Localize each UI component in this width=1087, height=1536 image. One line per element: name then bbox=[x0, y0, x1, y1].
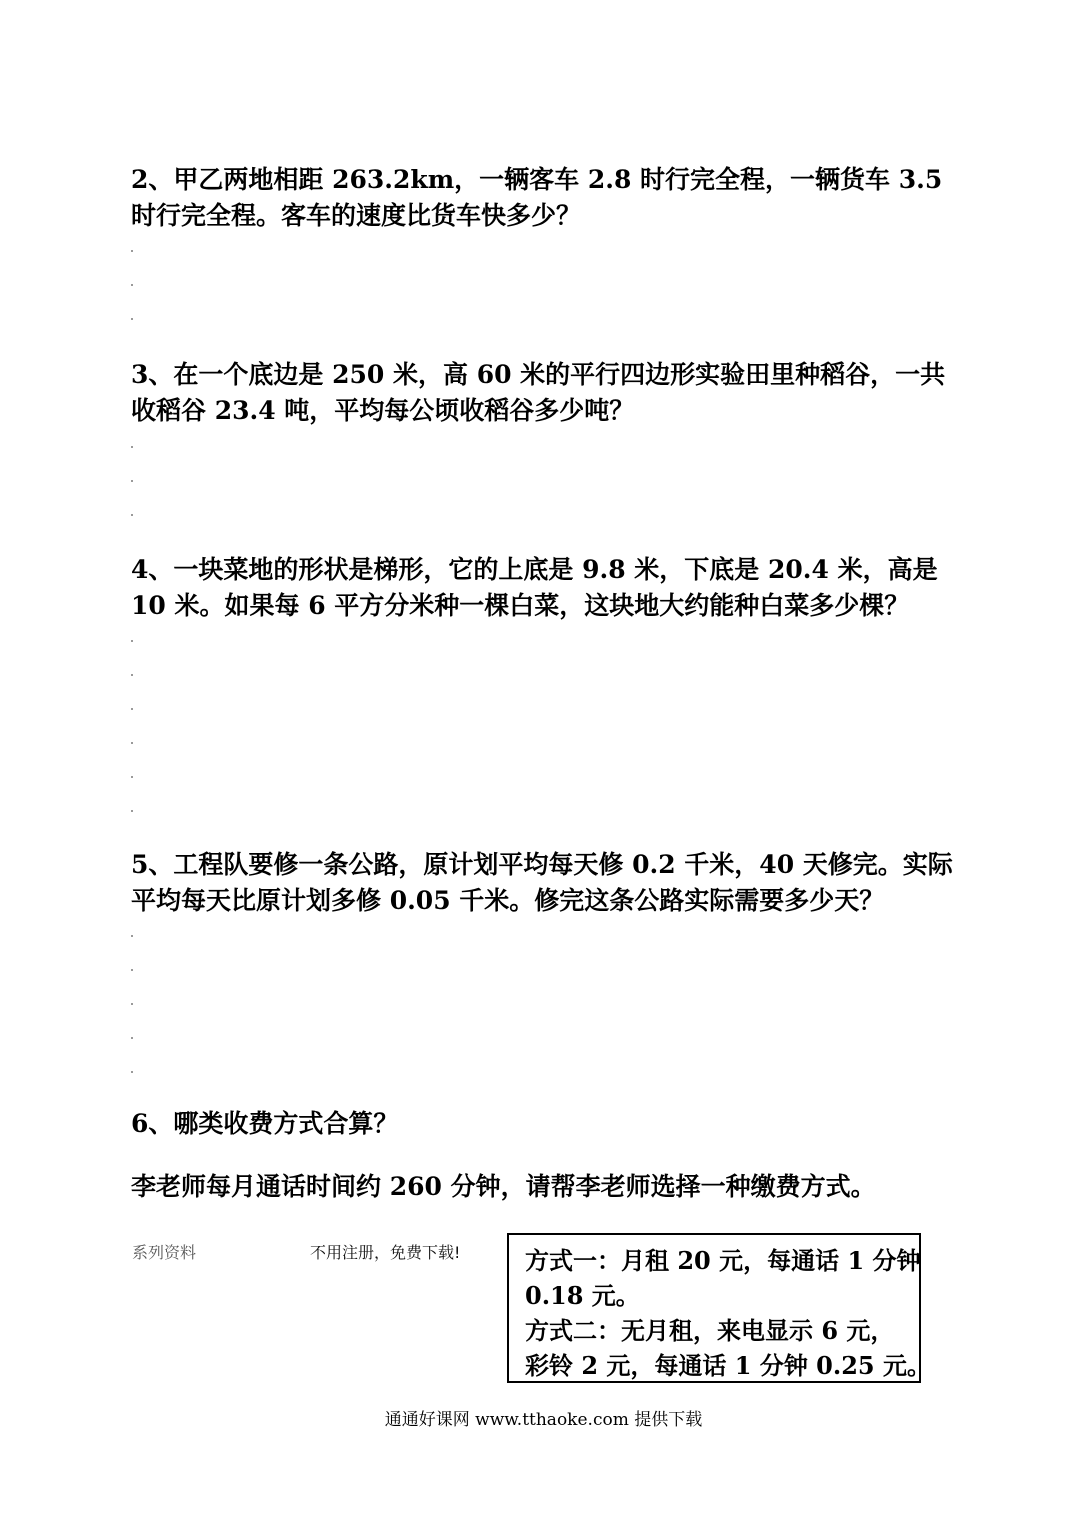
plan-two-rate: 彩铃 2 元，每通话 1 分钟 0.25 元。 bbox=[525, 1351, 931, 1380]
plan-two-line: 方式二：无月租，来电显示 6 元， bbox=[525, 1316, 895, 1345]
plan-one-rate: 0.18 元。 bbox=[525, 1281, 640, 1310]
answer-space-marker bbox=[131, 480, 133, 482]
answer-space-marker bbox=[131, 640, 133, 642]
question-6: 6、哪类收费方式合算？ bbox=[131, 1109, 399, 1138]
question-3: 3、在一个底边是 250 米，高 60 米的平行四边形实验田里种稻谷，一共收稻谷 23.4 吨，平均每公顷收稻谷多少吨？ bbox=[131, 360, 946, 425]
billing-plans-box bbox=[507, 1233, 931, 1383]
question-2: 2、甲乙两地相距 263.2km，一辆客车 2.8 时行完全程，一辆货车 3.5 时行完全程。客车的速度比货车快多少？ bbox=[131, 165, 943, 230]
answer-space-marker bbox=[131, 250, 133, 252]
answer-space-marker bbox=[131, 284, 133, 286]
answer-space-marker bbox=[131, 1037, 133, 1039]
answer-space-marker bbox=[131, 708, 133, 710]
answer-space-marker bbox=[131, 318, 133, 320]
series-note: 系列资料 bbox=[132, 1243, 197, 1262]
answer-space-marker bbox=[131, 674, 133, 676]
answer-space-marker bbox=[131, 810, 133, 812]
answer-space-marker bbox=[131, 1003, 133, 1005]
answer-space-marker bbox=[131, 776, 133, 778]
plan-one-line: 方式一：月租 20 元，每通话 1 分钟 bbox=[525, 1246, 921, 1275]
answer-space-marker bbox=[131, 514, 133, 516]
answer-space-marker bbox=[131, 935, 133, 937]
question-4: 4、一块菜地的形状是梯形，它的上底是 9.8 米，下底是 20.4 米，高是 10 米。如果每 6 平方分米种一棵白菜，这块地大约能种白菜多少棵？ bbox=[131, 555, 938, 620]
free-download-note: 不用注册，免费下载! bbox=[310, 1243, 461, 1262]
answer-space-marker bbox=[131, 742, 133, 744]
answer-space-marker bbox=[131, 1071, 133, 1073]
question-5: 5、工程队要修一条公路，原计划平均每天修 0.2 千米，40 天修完。实际平均每天比原计划多修 0.05 千米。修完这条公路实际需要多少天？ bbox=[131, 850, 953, 915]
answer-space-marker bbox=[131, 446, 133, 448]
page-footer: 通通好课网 www.tthaoke.com 提供下载 bbox=[384, 1410, 703, 1430]
question-6-context: 李老师每月通话时间约 260 分钟，请帮李老师选择一种缴费方式。 bbox=[131, 1172, 876, 1201]
answer-space-marker bbox=[131, 969, 133, 971]
